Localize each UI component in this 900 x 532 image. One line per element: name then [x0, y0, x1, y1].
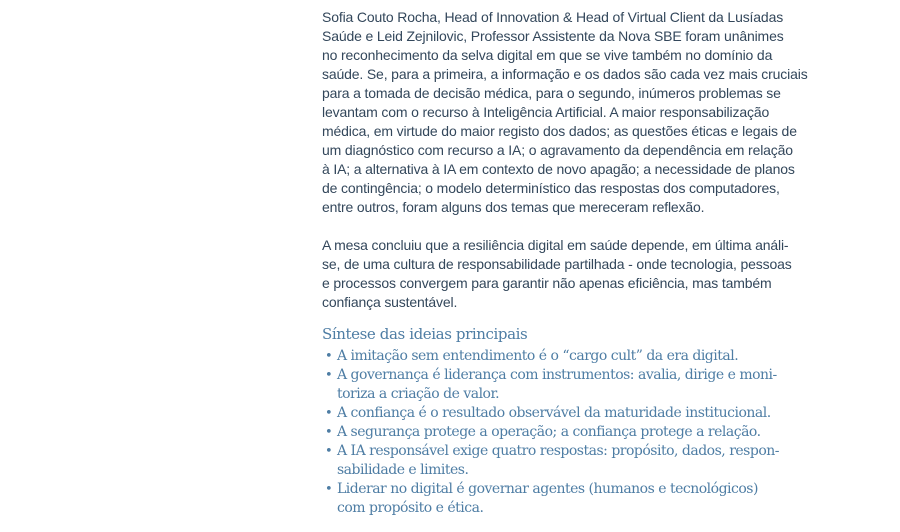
summary-bullet-list	[322, 347, 852, 518]
bullet-line: A confiança é o resultado observável da maturidade institucional.	[337, 405, 771, 421]
bullet-marker-icon: •	[325, 425, 333, 440]
bullet-line: A governança é liderança com instrumentos: avalia, dirige e moni-	[337, 367, 777, 383]
bullet-marker-icon: •	[325, 349, 333, 364]
paragraph-line: levantam com o recurso à Inteligência Artificial. A maior responsabilização	[322, 104, 770, 120]
summary-heading: Síntese das ideias principais	[322, 325, 528, 343]
paragraph-line: saúde. Se, para a primeira, a informação e os dados são cada vez mais cruciais	[322, 66, 808, 82]
bullet-line: com propósito e ética.	[337, 500, 484, 516]
article-text-column	[322, 0, 852, 518]
paragraph-line: Saúde e Leid Zejnilovic, Professor Assistente da Nova SBE foram unânimes	[322, 28, 784, 44]
bullet-marker-icon: •	[325, 368, 333, 383]
paragraph-line: confiança sustentável.	[322, 294, 458, 310]
bullet-line: toriza a criação de valor.	[337, 386, 500, 402]
paragraph-line: para a tomada de decisão médica, para o segundo, inúmeros problemas se	[322, 85, 781, 101]
paragraph-line: no reconhecimento da selva digital em que se vive também no domínio da	[322, 47, 773, 63]
paragraph-line: à IA; a alternativa à IA em contexto de novo apagão; a necessidade de planos	[322, 161, 795, 177]
paragraph-line: Sofia Couto Rocha, Head of Innovation & Head of Virtual Client da Lusíadas	[322, 9, 784, 25]
summary-bullet-item	[322, 404, 852, 423]
paragraph-line: entre outros, foram alguns dos temas que mereceram reflexão.	[322, 199, 705, 215]
summary-bullet-item	[322, 366, 852, 404]
paragraph-line: médica, em virtude do maior registo dos dados; as questões éticas e legais de	[322, 123, 797, 139]
paragraph-line: de contingência; o modelo determinístico das respostas dos computadores,	[322, 180, 780, 196]
summary-bullet-item	[322, 347, 852, 366]
bullet-line: Liderar no digital é governar agentes (humanos e tecnológicos)	[337, 481, 758, 497]
article-paragraphs	[322, 8, 852, 312]
summary-bullet-item	[322, 480, 852, 518]
paragraph	[322, 8, 852, 217]
paragraph	[322, 236, 852, 312]
bullet-marker-icon: •	[325, 482, 333, 497]
paragraph-line: um diagnóstico com recurso a IA; o agravamento da dependência em relação	[322, 142, 793, 158]
bullet-line: A segurança protege a operação; a confiança protege a relação.	[337, 424, 761, 440]
summary-bullet-item	[322, 423, 852, 442]
bullet-line: A imitação sem entendimento é o “cargo cult” da era digital.	[337, 348, 739, 364]
bullet-marker-icon: •	[325, 406, 333, 421]
summary-bullet-item	[322, 442, 852, 480]
paragraph-line: se, de uma cultura de responsabilidade partilhada - onde tecnologia, pessoas	[322, 256, 792, 272]
bullet-marker-icon: •	[325, 444, 333, 459]
paragraph-line: A mesa concluiu que a resiliência digital em saúde depende, em última análi-	[322, 237, 789, 253]
paragraph-line: e processos convergem para garantir não apenas eficiência, mas também	[322, 275, 772, 291]
bullet-line: sabilidade e limites.	[337, 462, 469, 478]
bullet-line: A IA responsável exige quatro respostas: propósito, dados, respon-	[337, 443, 779, 459]
